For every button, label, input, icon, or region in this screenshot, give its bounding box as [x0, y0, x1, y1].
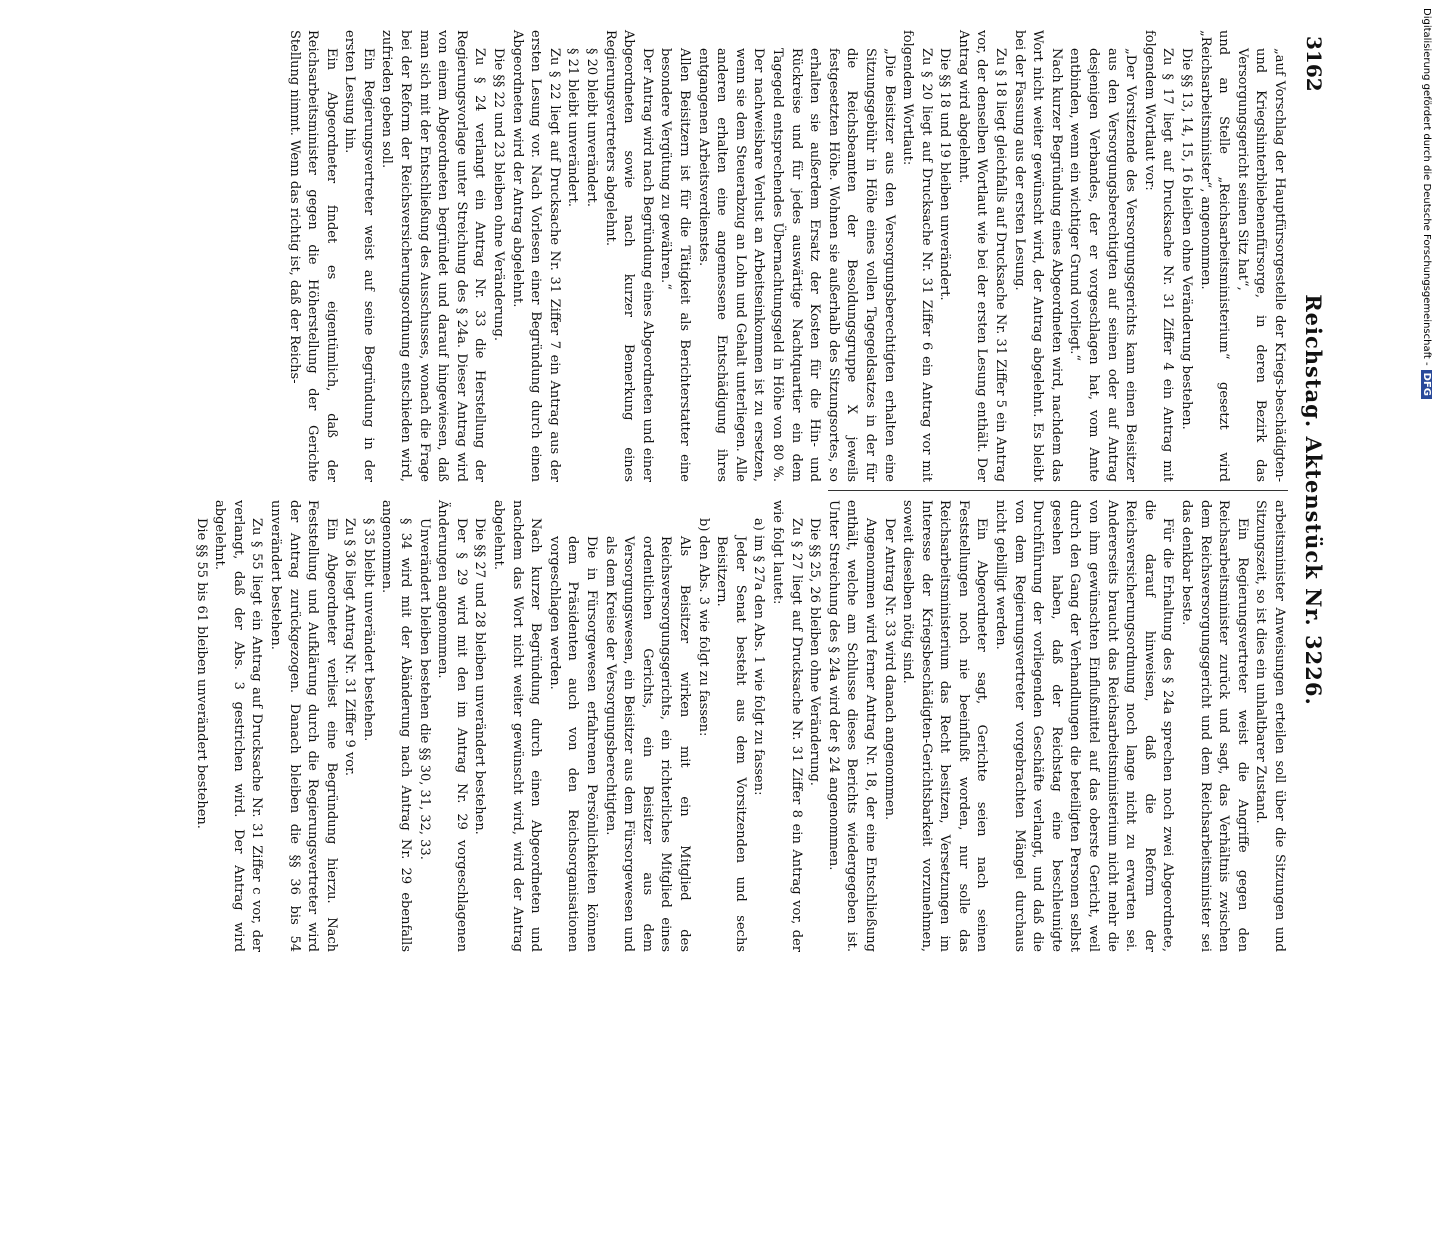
paragraph: Ein Regierungsvertreter weist die Angriffe gegen den Reichsarbeitsminister zurück und sagt, das Verhältnis zwischen dem Reichsversorgungsgericht und dem Reichsarbeitsminister sei das denkbar beste. — [1179, 500, 1250, 952]
paragraph: Zu § 27 liegt auf Drucksache Nr. 31 Ziffer 8 ein Antrag vor, der wie folgt lautet: — [769, 500, 804, 952]
paragraph: Jeder Senat besteht aus dem Vorsitzenden und sechs Beisitzern. — [714, 536, 748, 952]
paragraph: Zu § 24 verlangt ein Antrag Nr. 33 die Herstellung der Regierungsvorlage unter Streichung des § 24a. Dieser Antrag wird von einem Abgeordneten begründet und darauf hingewiesen, daß man sich mit der Entschließung des Ausschusses, wonach die Frage bei der Reform der Reichsversicherungsordnung entschieden wird, zufrieden geben soll. — [379, 30, 488, 482]
column-divider — [828, 490, 1288, 491]
paragraph: Allen Beisitzern ist für die Tätigkeit als Berichterstatter eine besondere Vergütung zu gewähren.“ — [658, 48, 692, 482]
page-title: Reichstag. Aktenstück Nr. 3226. — [1301, 294, 1326, 706]
paragraph: Zu § 36 liegt Antrag Nr. 31 Ziffer 9 vor. — [342, 518, 358, 776]
paragraph: Die in Fürsorgewesen erfahrenen Persönlichkeiten können dem Präsidenten auch von den Reichsorganisationen vorgeschlagen werden. — [546, 536, 600, 952]
paragraph: § 35 bleibt unverändert bestehen. — [360, 518, 376, 742]
paragraph: § 34 wird mit der Abänderung nach Antrag Nr. 29 ebenfalls angenommen. — [379, 500, 414, 952]
paragraph: „Die Beisitzer aus den Versorgungsberechtigten erhalten eine Sitzungsgebühr in Höhe eines vollen Tagegeldsatzes in der für die Reichsbeamten der Besoldungsgruppe X jeweils festgesetzten Höhe. Wohnen sie außerhalb des Sitzungsortes, so erhalten sie außerdem Ersatz der Kosten für die Hin- und Rückreise und für jedes auswärtige Nachtquartier ein dem Tagegeld entsprechendes Übernachtungsgeld in Höhe von 80 %. Der nachweisbare Verlust an Arbeitseinkommen ist zu ersetzen, wenn sie dem Steuerabzug an Lohn und Gehalt unterliegen. Alle anderen erhalten eine angemessene Entschädigung ihres entgangenen Arbeitsverdienstes. — [695, 48, 897, 482]
paragraph: Die §§ 18 und 19 bleiben unverändert. — [937, 48, 953, 301]
paragraph: Der § 29 wird mit den im Antrag Nr. 29 vorgeschlagenen Änderungen angenommen. — [435, 500, 469, 952]
paragraph: Zu § 20 liegt auf Drucksache Nr. 31 Ziffer 6 ein Antrag vor mit folgendem Wortlaut: — [900, 30, 934, 482]
document-body — [80, 30, 1330, 970]
paragraph: arbeitsminister Anweisungen erteilen soll über die Sitzungen und Sitzungszeit, so ist dies ein unhaltbarer Zustand. — [1253, 500, 1287, 952]
paragraph: Die §§ 22 und 23 bleiben ohne Veränderung. — [491, 48, 507, 341]
paragraph: Nach kurzer Begründung durch einen Abgeordneten und nachdem das Wort nicht weiter gewünscht wird, wird der Antrag abgelehnt. — [491, 500, 544, 952]
paragraph: Die §§ 27 und 28 bleiben unverändert bestehen. — [472, 518, 488, 835]
paragraph: Unverändert bleiben bestehen die §§ 30, 31, 32, 33. — [416, 518, 432, 860]
paragraph: Die §§ 13, 14, 15, 16 bleiben ohne Veränderung bestehen. — [1179, 48, 1195, 430]
right-column — [191, 500, 1288, 952]
text-columns — [88, 30, 1288, 970]
rotated-text-area — [80, 0, 1326, 1250]
digitization-credit — [1418, 8, 1432, 988]
paragraph: § 20 bleibt unverändert. — [584, 48, 600, 208]
paragraph: Zu § 17 liegt auf Drucksache Nr. 31 Ziffer 4 ein Antrag mit folgendem Wortlaut vor: — [1141, 30, 1176, 482]
credit-text: Digitalisierung gefördert durch die Deutsche Forschungsgemeinschaft - — [1421, 8, 1432, 366]
paragraph: Zu § 22 liegt auf Drucksache Nr. 31 Ziffer 7 ein Antrag aus der ersten Lesung vor. Nach Vorlesen einer Begründung durch einen Abgeordneten wird der Antrag abgelehnt. — [509, 30, 562, 482]
paragraph: Ein Regierungsvertreter weist auf seine Begründung in der ersten Lesung hin. — [342, 30, 376, 482]
paragraph: „auf Vorschlag der Hauptfürsorgestelle der Kriegs-beschädigten- und Kriegshinterbliebenenfürsorge, in deren Bezirk das Versorgungsgericht seinen Sitz hat“, — [1234, 48, 1287, 482]
paragraph: Zu § 18 liegt gleichfalls auf Drucksache Nr. 31 Ziffer 5 ein Antrag vor, der denselben Wortlaut wie bei der ersten Lesung enthält. Der Antrag wird abgelehnt. — [955, 30, 1009, 482]
paragraph: a) im § 27a den Abs. 1 wie folgt zu fassen: — [751, 518, 767, 796]
paragraph: „Der Vorsitzende des Versorgungsgerichts kann einen Beisitzer aus den Versorgungsberechtigten auf seinen oder auf Antrag desjenigen Verbandes, der er vorgeschlagen hat, vom Amte entbinden, wenn ein wichtiger Grund vorliegt.“ — [1067, 48, 1139, 482]
page-number: 3162 — [1302, 36, 1326, 92]
paragraph: und an Stelle „Reichsarbeitsministerium“ gesetzt wird „Reichsarbeitsminister“, angenommen. — [1197, 30, 1232, 482]
page-header — [1298, 30, 1330, 970]
paragraph: Ein Abgeordneter sagt, Gerichte seien nach seinen Feststellungen noch nie beeinflußt worden, nur solle das Reichsarbeitsministerium das Recht besitzen, Versetzungen im Interesse der Kriegsbeschädigten-Gerichtsbarkeit vorzunehmen, soweit dieselben nötig sind. — [900, 500, 990, 952]
paragraph: Ein Abgeordneter findet es eigentümlich, daß der Reichsarbeitsminister gegen die Höherstellung der Gerichte Stellung nimmt. Wenn das richtig ist, daß der Reichs- — [286, 30, 339, 482]
paragraph: Als Beisitzer wirken mit ein Mitglied des Reichsversorgungsgerichts, ein richterliches Mitglied eines ordentlichen Gerichts, ein Beisitzer aus dem Versorgungswesen, ein Beisitzer aus dem Fürsorgewesen und als dem Kreise der Versorgungsberechtigten. — [602, 536, 692, 952]
paragraph: Der Antrag Nr. 33 wird danach angenommen. — [881, 518, 897, 821]
left-column — [284, 30, 1288, 482]
paragraph: Der Antrag wird nach Begründung eines Abgeordneten und einer Abgeordneten sowie nach kurzer Bemerkung eines Regierungsvertreters abgelehnt. — [602, 30, 655, 482]
paragraph: § 21 bleibt unverändert. — [565, 48, 581, 208]
paragraph: Ein Abgeordneter verliest eine Begründung hierzu. Nach Feststellung und Aufklärung durch die Regierungsvertreter wird der Antrag zurückgezogen. Danach bleiben die §§ 36 bis 54 unverändert bestehen. — [267, 500, 339, 952]
dfg-logo: DFG — [1421, 370, 1432, 399]
paragraph: Die §§ 25, 26 bleiben ohne Veränderung. — [807, 518, 823, 786]
paragraph: Nach kurzer Begründung eines Abgeordneten wird, nachdem das Wort nicht weiter gewünscht wird, der Antrag abgelehnt. Es bleibt bei der Fassung aus der ersten Lesung. — [1011, 30, 1064, 482]
paragraph: Zu § 55 liegt ein Antrag auf Drucksache Nr. 31 Ziffer c vor, der verlangt, daß der Abs. 3 gestrichen wird. Der Antrag wird abgelehnt. — [212, 500, 265, 952]
paragraph: Angenommen wird ferner Antrag Nr. 18, der eine Entschließung enthält, welche am Schlusse dieses Berichts wiedergegeben ist. Unter Streichung des § 24a wird der § 24 angenommen. — [825, 500, 878, 952]
paragraph: Für die Erhaltung des § 24a sprechen noch zwei Abgeordnete, die darauf hinweisen, daß die Reform der Reichsversicherungsordnung noch lange nicht zu erwarten sei. Andererseits braucht das Reichsarbeitsministerium nicht mehr die von ihm gewünschten Einflußmittel auf das oberste Gericht, weil durch den Gang der Verhandlungen die beteiligten Personen selbst gesehen haben, daß der Reichstag eine beschleunigte Durchführung der vorliegenden Geschäfte verlangt, und daß die von dem Regierungsvertreter vorgebrachten Mängel durchaus nicht gebilligt werden. — [993, 500, 1176, 952]
paragraph: Die §§ 55 bis 61 bleiben unverändert bestehen. — [193, 518, 209, 829]
paragraph: b) den Abs. 3 wie folgt zu fassen: — [695, 518, 711, 737]
